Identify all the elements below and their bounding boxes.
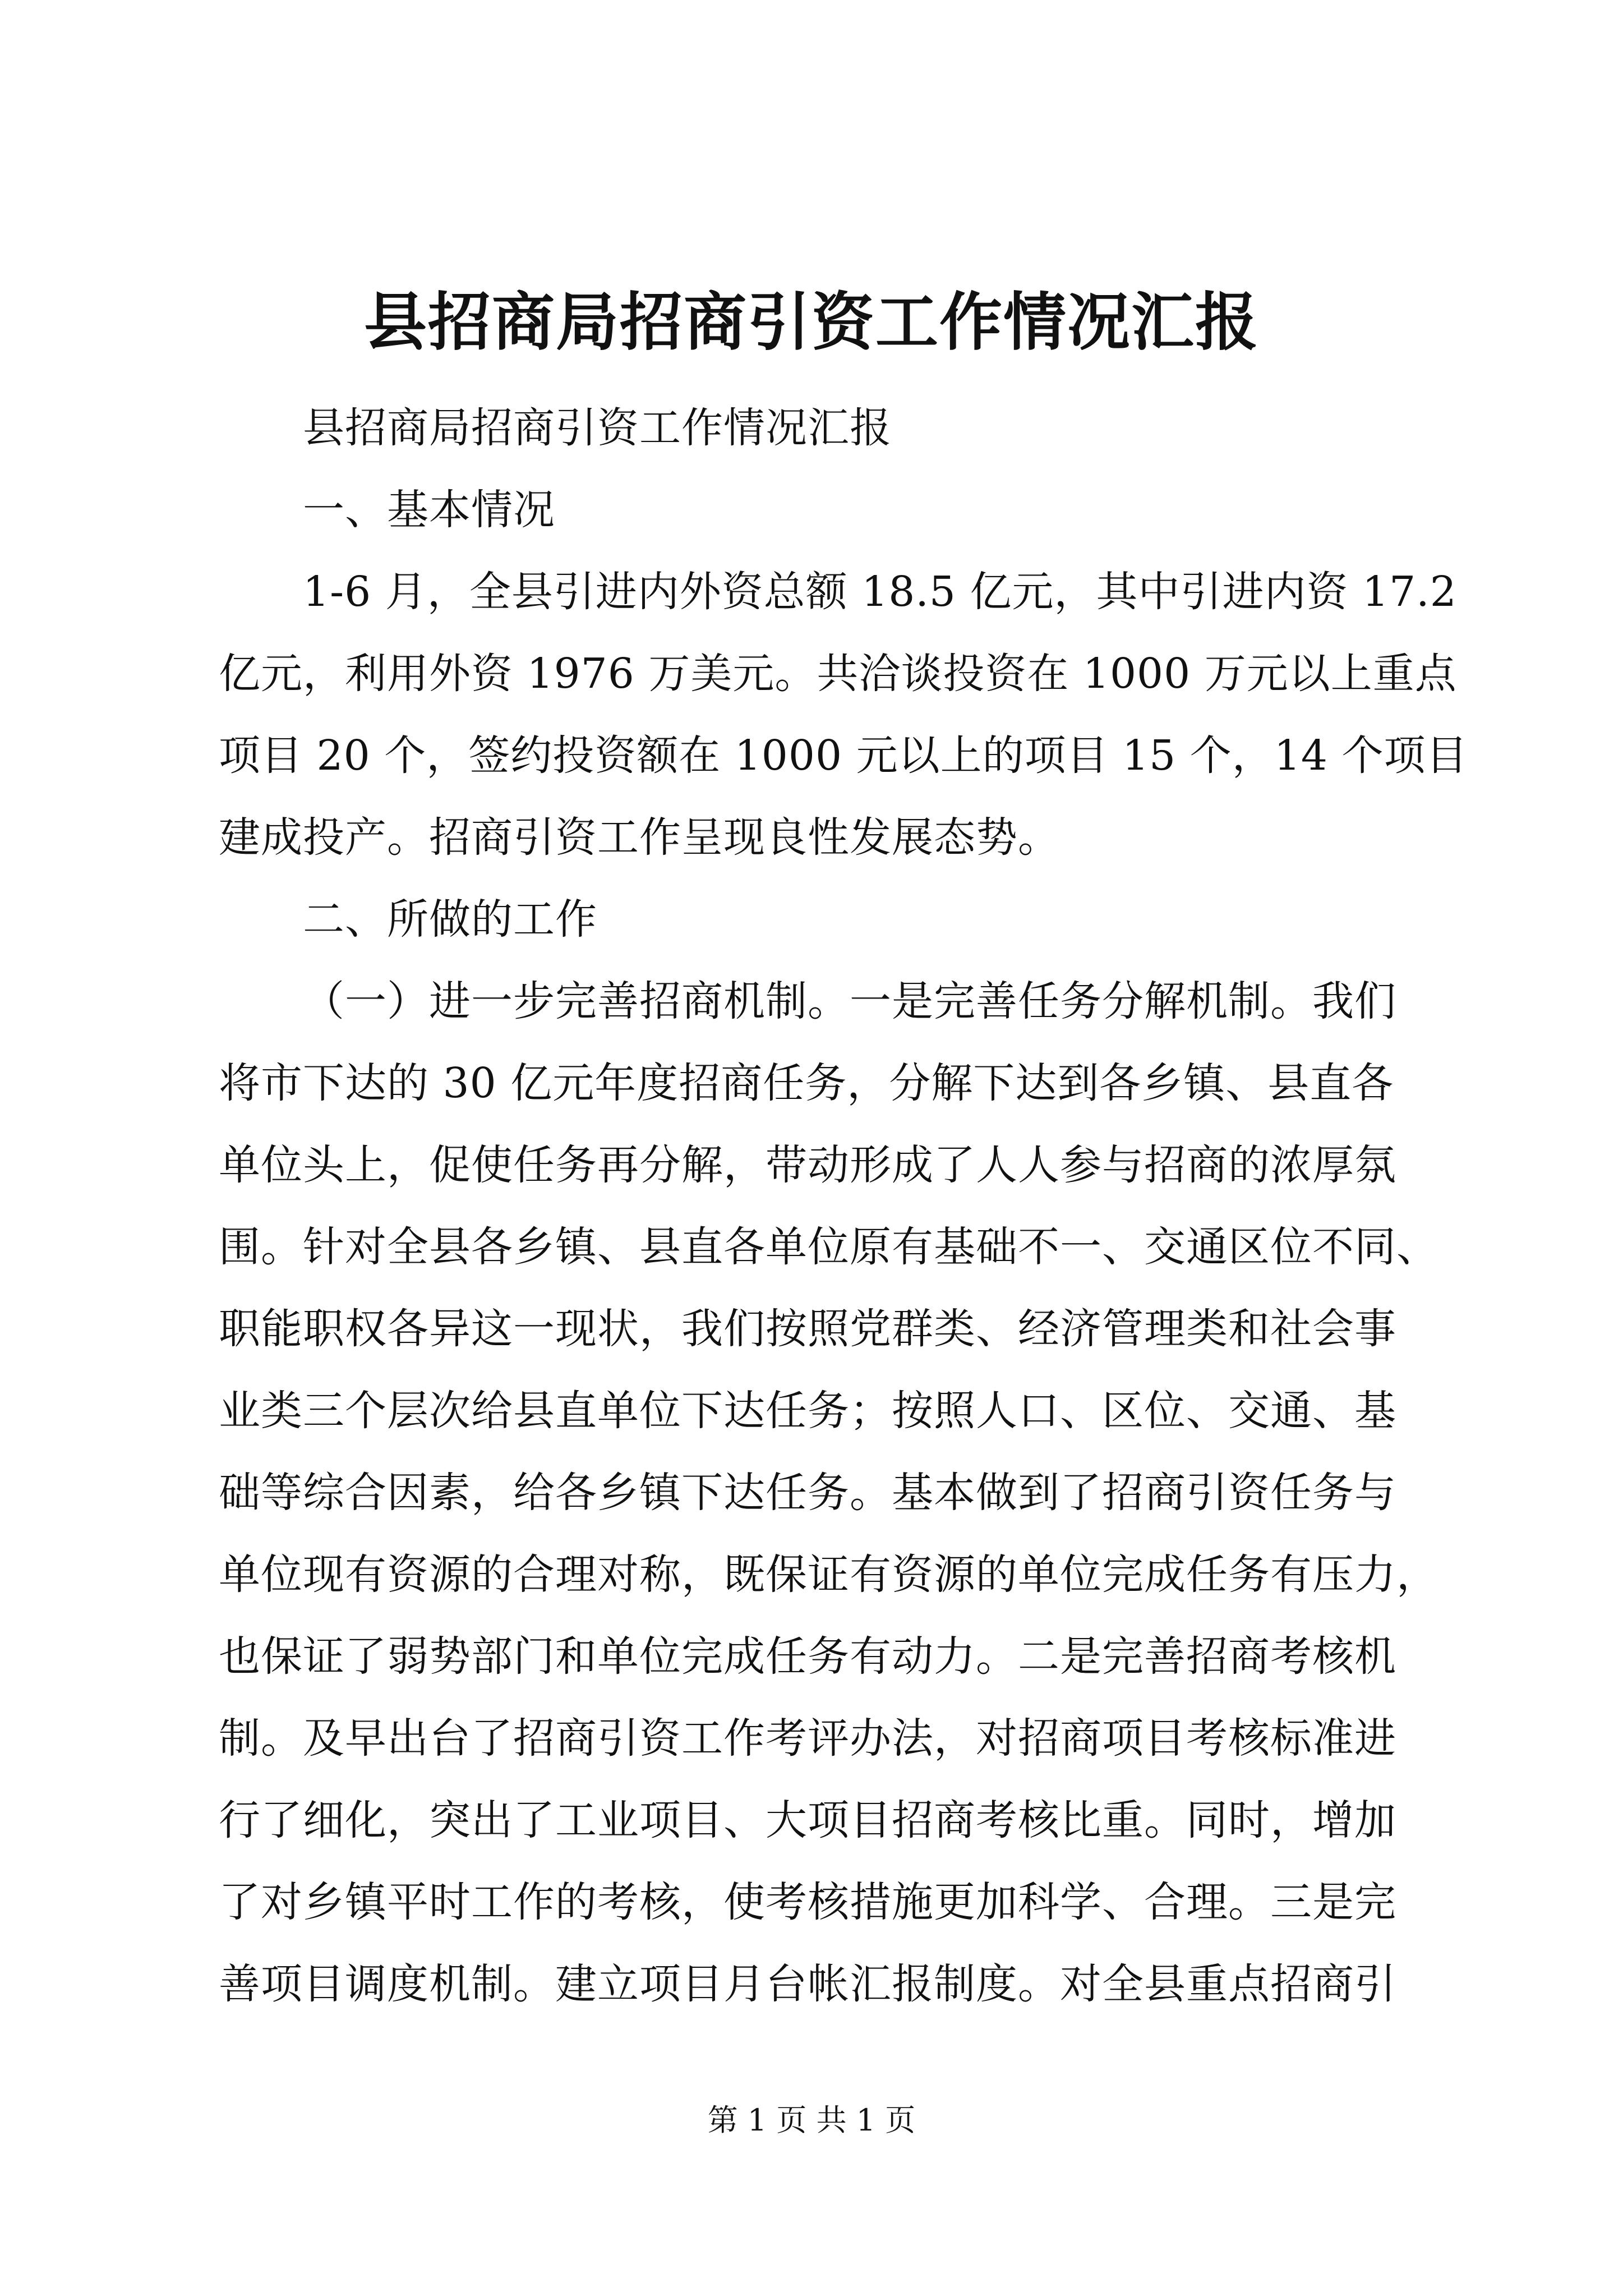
text-line: 将市下达的 30 亿元年度招商任务，分解下达到各乡镇、县直各	[219, 1059, 1394, 1107]
text-line: 制。及早出台了招商引资工作考评办法，对招商项目考核标准进	[219, 1714, 1396, 1763]
text-line: 善项目调度机制。建立项目月台帐汇报制度。对全县重点招商引	[219, 1960, 1396, 2008]
text-line: 了对乡镇平时工作的考核，使考核措施更加科学、合理。三是完	[219, 1878, 1396, 1926]
text-line: 围。针对全县各乡镇、县直各单位原有基础不一、交通区位不同、	[219, 1223, 1438, 1271]
text-line: 职能职权各异这一现状，我们按照党群类、经济管理类和社会事	[219, 1305, 1396, 1353]
text-line: 单位头上，促使任务再分解，带动形成了人人参与招商的浓厚氛	[219, 1141, 1396, 1189]
text-line: 建成投产。招商引资工作呈现良性发展态势。	[219, 813, 1060, 862]
text-line: 亿元，利用外资 1976 万美元。共洽谈投资在 1000 万元以上重点	[219, 650, 1457, 698]
text-line: 县招商局招商引资工作情况汇报	[303, 404, 892, 452]
text-line: 一、基本情况	[303, 486, 555, 534]
text-line: 业类三个层次给县直单位下达任务；按照人口、区位、交通、基	[219, 1387, 1396, 1435]
text-line: 二、所做的工作	[303, 895, 597, 944]
text-line: 单位现有资源的合理对称，既保证有资源的单位完成任务有压力，	[219, 1550, 1438, 1599]
text-line: 也保证了弱势部门和单位完成任务有动力。二是完善招商考核机	[219, 1632, 1396, 1681]
text-line: 行了细化，突出了工业项目、大项目招商考核比重。同时，增加	[219, 1796, 1396, 1844]
text-line: 1-6 月，全县引进内外资总额 18.5 亿元，其中引进内资 17.2	[303, 568, 1457, 616]
text-line: 项目 20 个，签约投资额在 1000 元以上的项目 15 个，14 个项目	[219, 731, 1468, 780]
document-body	[219, 387, 1475, 2025]
page-footer: 第 1 页 共 1 页	[707, 2102, 916, 2138]
text-line: 础等综合因素，给各乡镇下达任务。基本做到了招商引资任务与	[219, 1469, 1396, 1517]
document-title: 县招商局招商引资工作情况汇报	[364, 286, 1259, 359]
text-line: （一）进一步完善招商机制。一是完善任务分解机制。我们	[303, 977, 1396, 1025]
